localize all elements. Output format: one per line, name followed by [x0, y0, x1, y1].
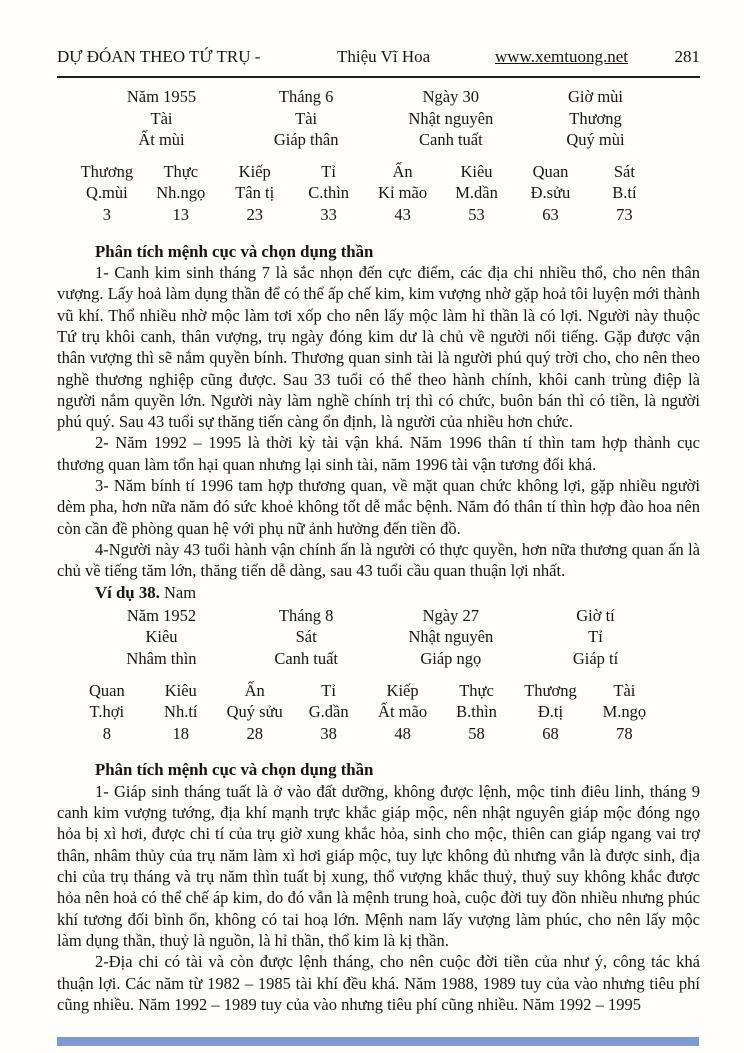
table-cell: Kiêu: [145, 627, 178, 647]
table-row: [89, 86, 668, 108]
table-cell: Tài: [613, 680, 636, 700]
table-row: [70, 161, 662, 183]
paragraph: 3- Năm bính tí 1996 tam hợp thương quan, về mặt quan chức không lợi, gặp nhiều người dèm pha, hơn nữa năm đó sức khoẻ không tốt dễ mắc bệnh. Năm đó thân tí thìn hợp đào hoa nên còn cần đề phòng quan hệ với phụ nữ ảnh hưởng đến tiền đồ.: [57, 476, 700, 538]
table-cell: 13: [172, 204, 190, 224]
table-cell: Thực: [163, 161, 199, 181]
table-cell: Nhật nguyên: [408, 108, 494, 128]
table-cell: Tỉ: [321, 161, 336, 181]
table-cell: Thực: [459, 680, 494, 700]
table-cell: Quý mùi: [566, 130, 625, 150]
table-cell: Ngày 30: [422, 87, 480, 106]
table-cell: 43: [394, 204, 411, 224]
table-cell: 38: [320, 723, 337, 743]
table-row: [70, 680, 662, 702]
paragraph: 2-Địa chi có tài và còn được lệnh tháng, cho nên cuộc đời tiền của như ý, công tác khá thuận lợi. Các năm từ 1982 – 1985 tài khí đều khá. Năm 1988, 1989 tuy của vào nhưng tiêu phí cũng nhiều. Năm 1992 – 1989 tuy của vào nhưng tiêu phí cũng nhiều. Năm 1992 – 1995: [57, 952, 700, 1014]
analysis-paragraphs-ex38: [57, 781, 700, 1015]
table-cell: Tỉ: [321, 680, 336, 700]
four-pillars-table-ex38: [89, 605, 668, 670]
table-cell: Giáp tí: [572, 649, 619, 668]
table-cell: B.thìn: [456, 702, 497, 722]
table-cell: Tân tị: [235, 183, 275, 203]
paragraph: 2- Năm 1992 – 1995 là thời kỳ tài vận khá. Năm 1996 thân tí thìn tam hợp thành cục thương quan làm tổn hại quan nhưng lại sinh tài, năm 1996 tài vận tương đối khá.: [57, 433, 700, 474]
website-link[interactable]: www.xemtuong.net: [495, 47, 628, 66]
table-cell: Năm 1952: [126, 605, 197, 625]
table-cell: Tài: [295, 108, 318, 128]
analysis-heading-ex38: Phân tích mệnh cục và chọn dụng thần: [95, 760, 374, 780]
table-cell: Nh.tí: [164, 702, 198, 722]
table-cell: 8: [102, 723, 111, 743]
four-pillars-table-ex37: [89, 86, 668, 151]
table-cell: Ất mùi: [138, 130, 185, 150]
luck-cycle-table-ex37: [70, 161, 662, 226]
author-name: Thiệu Vĩ Hoa: [337, 47, 431, 66]
table-cell: 48: [394, 723, 411, 743]
luck-cycle-table-ex38: [70, 680, 662, 745]
table-cell: 3: [102, 204, 111, 224]
table-row: [89, 605, 668, 627]
table-cell: Sát: [295, 627, 317, 647]
paragraph: 1- Canh kim sinh tháng 7 là sắc nhọn đến cực điểm, các địa chi nhiều thổ, cho nên thân vượng. Lấy hoả làm dụng thần để có thể ấp chế kim, kim vượng nhờ gặp hoả tôi luyện mới thành vũ khí. Thổ nhiều nhờ mộc làm tơi xốp cho nên lấy mộc làm hỉ thần là có lợi. Người này thuộc Tứ trụ khôi canh, thân vượng, trụ ngày đóng kim dư là chủ về người nổi tiếng. Gặp được vận thân vượng thì sẽ nắm quyền bính. Thương quan sinh tài là người phú quý trời cho, cho nên theo nghề thương nghiệp cũng được. Sau 33 tuổi có thể theo hành chính, khôi canh trùng điệp là người nắm quyền lớn. Người này làm nghề chính trị thì có chức, buôn bán thì có tiền, là người phú quý. Sau 43 tuổi sự thăng tiến càng ổn định, là người của nhiều hơn chức.: [57, 263, 700, 432]
table-cell: 58: [468, 723, 485, 743]
paragraph: 1- Giáp sinh tháng tuất là ở vào đất dưỡng, không được lệnh, mộc tinh điêu linh, tháng 9 canh kim vượng tướng, địa khí mạnh trực khắc giáp mộc, nên nhật nguyên giáp mộc đóng ngọ hỏa bị xì hơi, được chi tí của trụ giờ xung khắc hỏa, sinh cho mộc, thiên can giáp ngang vai trợ thân, nhâm thủy của trụ năm làm xì hơi giáp mộc, tuy lực không đủ nhưng vẫn là được sinh, địa chi của trụ tháng và trụ năm thìn tuất bị xung, thổ vượng khắc thuỷ, thuỷ suy không khắc được hỏa nên hoả có thể chế áp kim, do đó vẫn là mệnh trung hoà, cuộc đời tuy đồn nhiều nhưng phúc khí tương đối bình ổn, không có tai hoạ lớn. Mệnh nam lấy vượng làm phúc, cho nên lấy mộc làm dụng thần, thuỷ là nguồn, là hỉ thần, thổ kim là kị thần.: [57, 781, 700, 950]
table-cell: Canh tuất: [274, 649, 339, 668]
book-title: DỰ ĐÓAN THEO TỨ TRỤ -: [57, 47, 261, 66]
table-cell: Giáp ngọ: [420, 649, 482, 668]
table-cell: Quan: [532, 161, 569, 181]
example-38-label: Ví dụ 38.: [95, 582, 160, 602]
table-cell: Canh tuất: [418, 130, 483, 150]
table-cell: Quan: [88, 680, 125, 700]
table-cell: Giờ tí: [576, 605, 615, 625]
table-cell: Ấn: [244, 680, 265, 700]
table-cell: 78: [616, 723, 633, 743]
table-cell: Kiếp: [238, 161, 271, 181]
table-cell: Quý sửu: [226, 702, 283, 722]
table-cell: Thương: [524, 680, 577, 700]
table-cell: Q.mùi: [85, 183, 128, 203]
table-cell: 63: [542, 204, 559, 224]
table-cell: Tháng 8: [278, 605, 334, 625]
table-cell: Năm 1955: [126, 87, 197, 106]
table-cell: Kỉ mão: [378, 183, 428, 203]
page-body: [57, 84, 700, 1015]
table-cell: Thương: [569, 108, 622, 128]
table-cell: Kiêu: [164, 680, 197, 700]
table-cell: 53: [468, 204, 485, 224]
table-cell: Giờ mùi: [567, 87, 624, 106]
table-cell: Giáp thân: [273, 130, 339, 150]
table-cell: 73: [616, 204, 633, 224]
table-cell: 33: [320, 204, 337, 224]
table-cell: Ất mão: [378, 702, 428, 722]
table-cell: T.hợi: [89, 702, 125, 722]
table-cell: 18: [172, 723, 190, 743]
table-cell: Thương: [80, 161, 134, 181]
page-number: 281: [674, 47, 700, 66]
example-38-gender: Nam: [159, 582, 197, 602]
table-cell: C.thìn: [308, 183, 350, 203]
table-cell: M.dần: [455, 183, 498, 203]
table-cell: M.ngọ: [602, 702, 647, 722]
table-cell: Sát: [613, 161, 635, 181]
example-38-label-line: [57, 582, 700, 603]
table-row: [89, 108, 668, 130]
table-row: [70, 723, 662, 745]
table-row: [89, 648, 668, 670]
table-cell: Đ.tị: [537, 702, 564, 722]
table-cell: 23: [246, 204, 263, 224]
paragraph: 4-Người này 43 tuổi hành vận chính ấn là người có thực quyền, hơn nữa thương quan ấn là chủ về tiếng tăm lớn, thăng tiến dễ dàng, sau 43 tuổi cầu quan thuận lợi nhất.: [57, 539, 700, 581]
table-cell: 28: [246, 723, 263, 743]
header-rule: [57, 76, 700, 78]
table-row: [70, 182, 662, 204]
table-cell: Đ.sửu: [530, 183, 571, 203]
table-cell: Ngày 27: [422, 605, 480, 625]
analysis-heading-ex37: Phân tích mệnh cục và chọn dụng thần: [95, 241, 374, 261]
page-header: [57, 47, 700, 67]
table-cell: 68: [542, 723, 559, 743]
table-cell: Tài: [150, 108, 173, 128]
table-cell: B.tí: [612, 183, 637, 203]
text-selection-highlight-bar: [57, 1037, 699, 1046]
table-cell: Nhâm thìn: [126, 649, 197, 668]
table-cell: Kiêu: [460, 161, 493, 181]
table-cell: Nhật nguyên: [408, 627, 494, 647]
table-cell: Tháng 6: [278, 87, 334, 106]
table-row: [70, 701, 662, 723]
table-cell: Tỉ: [588, 627, 603, 647]
table-row: [89, 626, 668, 648]
table-cell: Nh.ngọ: [156, 183, 206, 203]
table-row: [70, 204, 662, 226]
table-cell: Kiếp: [386, 680, 419, 700]
table-cell: Ấn: [392, 161, 413, 181]
table-cell: G.dần: [308, 702, 349, 722]
table-row: [89, 129, 668, 151]
analysis-paragraphs-ex37: [57, 262, 700, 581]
